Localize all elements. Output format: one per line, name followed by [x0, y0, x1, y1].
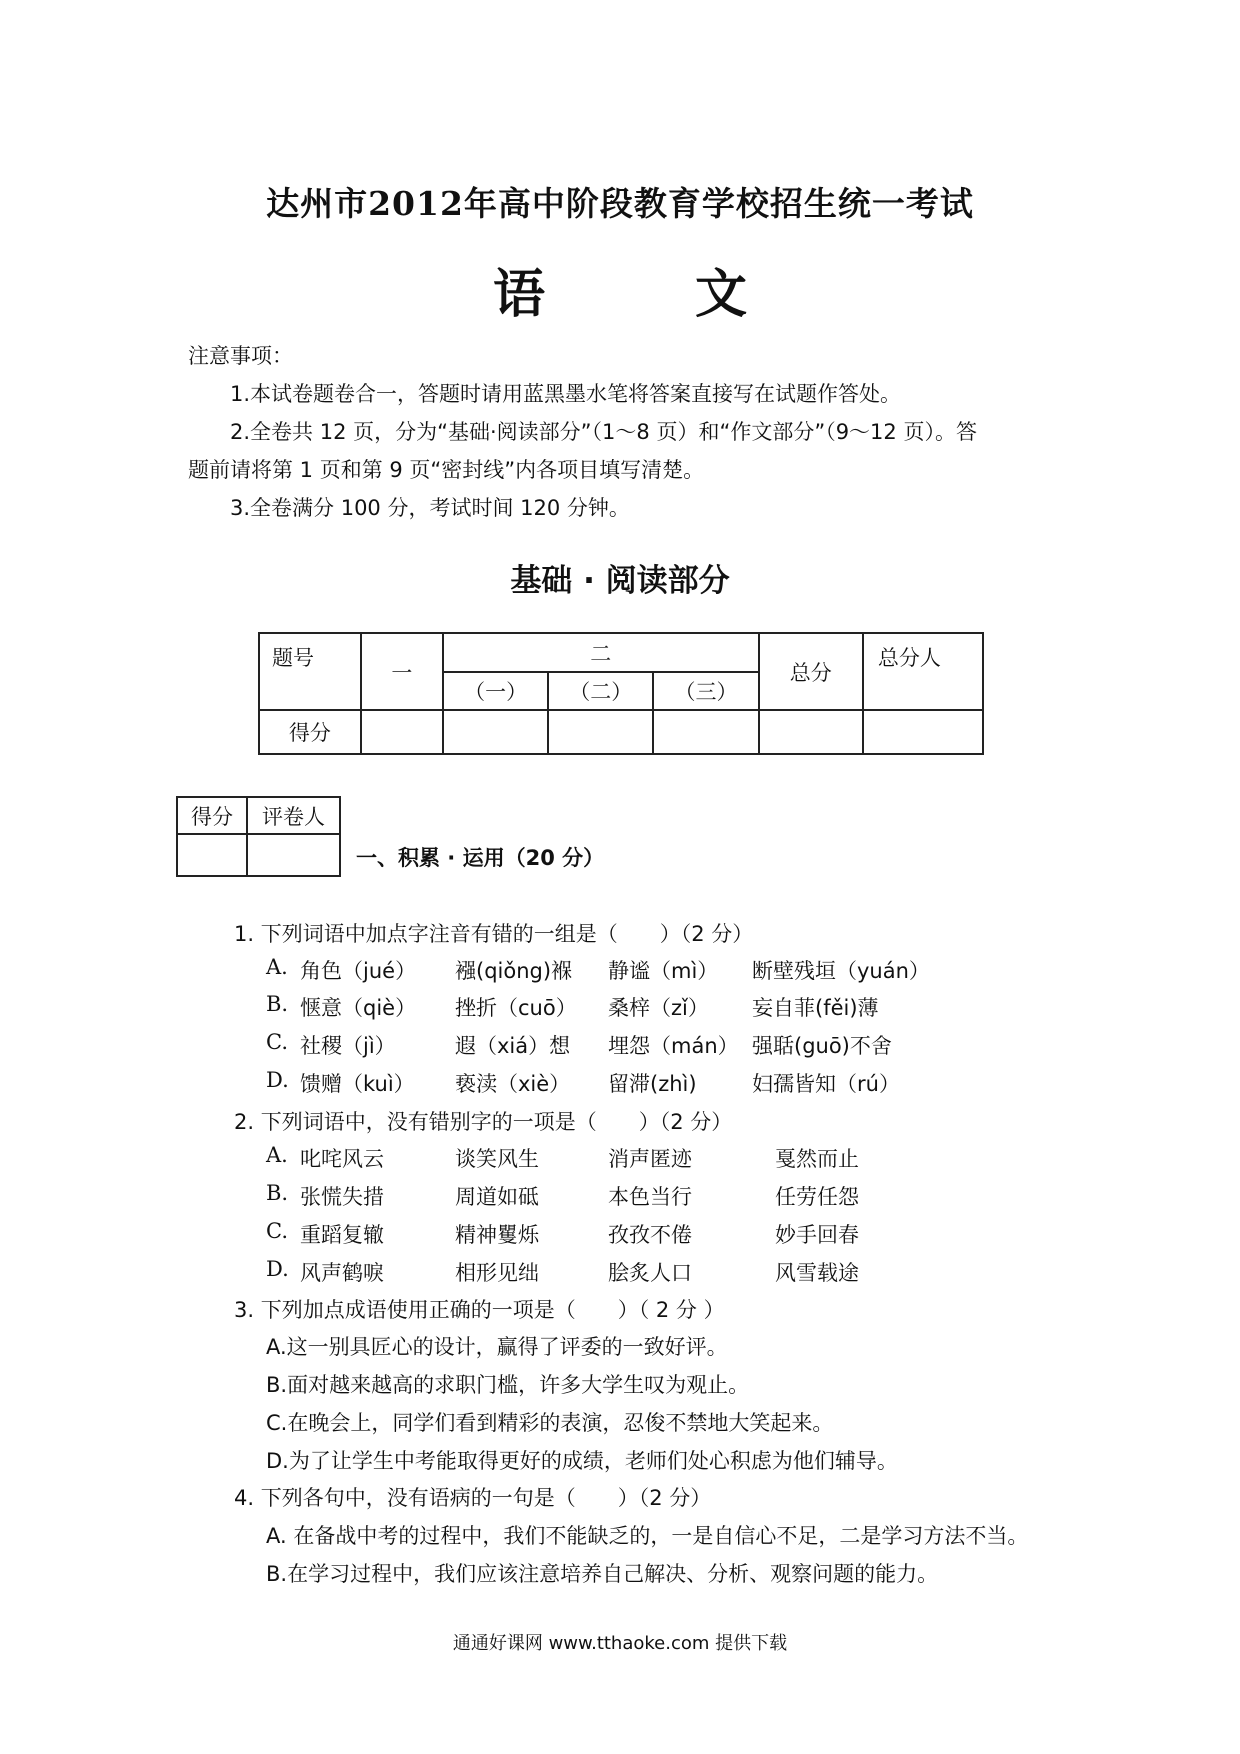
note-item-2-line-1: 2.全卷共 12 页，分为“基础·阅读部分”（1～8 页）和“作文部分”（9～12 页）。答	[230, 420, 977, 444]
q2-d-word-2: 相形见绌	[455, 1261, 539, 1285]
score-table-header-two: 二	[443, 633, 759, 672]
q1-d-word-2: 亵渎（xiè）	[455, 1072, 571, 1096]
score-cell	[863, 710, 983, 754]
subject-char-1: 语	[492, 264, 545, 325]
q1-d-word-4: 妇孺皆知（rú）	[752, 1072, 900, 1096]
q2-a-word-3: 消声匿迹	[608, 1147, 692, 1171]
note-item-1: 1.本试卷题卷合一，答题时请用蓝黑墨水笔将答案直接写在试题作答处。	[230, 382, 902, 406]
q1-option-label: B.	[266, 992, 289, 1016]
q1-b-word-3: 桑梓（zǐ）	[608, 996, 709, 1020]
score-cell	[759, 710, 863, 754]
q3-option-a: A.这一别具匠心的设计，赢得了评委的一致好评。	[266, 1335, 728, 1359]
q1-option-label: A.	[266, 955, 288, 979]
q3-stem: 3. 下列加点成语使用正确的一项是（ ）（ 2 分 ）	[234, 1298, 725, 1322]
page-footer: 通通好课网 www.tthaoke.com 提供下载	[452, 1633, 788, 1654]
score-cell	[361, 710, 443, 754]
score-table-header-sub2: （二）	[548, 672, 653, 710]
q2-option-label: B.	[266, 1181, 289, 1205]
note-item-2-line-2: 题前请将第 1 页和第 9 页“密封线”内各项目填写清楚。	[188, 458, 705, 482]
note-item-3: 3.全卷满分 100 分，考试时间 120 分钟。	[230, 496, 630, 520]
q2-d-word-4: 风雪载途	[775, 1261, 859, 1285]
score-cell	[443, 710, 548, 754]
q3-option-c: C.在晚会上，同学们看到精彩的表演，忍俊不禁地大笑起来。	[266, 1411, 834, 1435]
q1-c-word-2: 遐（xiá）想	[455, 1034, 571, 1058]
score-table-row-label: 得分	[259, 710, 361, 754]
q1-stem: 1. 下列词语中加点字注音有错的一组是（ ）（2 分）	[234, 922, 754, 946]
q2-a-word-2: 谈笑风生	[455, 1147, 539, 1171]
exam-title: 达州市2012年高中阶段教育学校招生统一考试	[266, 184, 974, 223]
part-title: 基础 · 阅读部分	[510, 563, 730, 599]
q1-d-word-1: 馈赠（kuì）	[300, 1072, 415, 1096]
q2-option-label: C.	[266, 1219, 288, 1243]
q1-a-word-4: 断壁残垣（yuán）	[752, 959, 930, 983]
q1-d-word-3: 留滞(zhì)	[608, 1072, 697, 1096]
q2-b-word-4: 任劳任怨	[775, 1185, 859, 1209]
q2-c-word-1: 重蹈复辙	[300, 1223, 384, 1247]
grader-table-score-label: 得分	[177, 797, 247, 834]
grader-cell	[247, 834, 340, 876]
q2-a-word-4: 戛然而止	[775, 1147, 859, 1171]
q2-c-word-2: 精神矍烁	[455, 1223, 539, 1247]
q1-a-word-3: 静谧（mì）	[608, 959, 719, 983]
q4-option-a: A. 在备战中考的过程中，我们不能缺乏的，一是自信心不足，二是学习方法不当。	[266, 1524, 1029, 1548]
section-1-title: 一、积累 · 运用（20 分）	[356, 846, 605, 870]
q1-c-word-3: 埋怨（mán）	[608, 1034, 739, 1058]
q3-option-b: B.面对越来越高的求职门槛，许多大学生叹为观止。	[266, 1373, 750, 1397]
q1-option-label: C.	[266, 1030, 288, 1054]
q1-option-label: D.	[266, 1068, 289, 1092]
grader-cell	[177, 834, 247, 876]
grader-table	[176, 796, 341, 877]
q2-stem: 2. 下列词语中，没有错别字的一项是（ ）（2 分）	[234, 1110, 733, 1134]
q2-option-label: D.	[266, 1257, 289, 1281]
grader-table-grader-label: 评卷人	[247, 797, 340, 834]
score-table-header-total: 总分	[759, 633, 863, 710]
q1-c-word-4: 强聒(guō)不舍	[752, 1034, 892, 1058]
q2-c-word-4: 妙手回春	[775, 1223, 859, 1247]
q4-stem: 4. 下列各句中，没有语病的一句是（ ）（2 分）	[234, 1486, 712, 1510]
q2-d-word-1: 风声鹤唳	[300, 1261, 384, 1285]
q1-c-word-1: 社稷（jì）	[300, 1034, 396, 1058]
q3-option-d: D.为了让学生中考能取得更好的成绩，老师们处心积虑为他们辅导。	[266, 1449, 898, 1473]
subject-title	[0, 252, 1240, 327]
q1-b-word-1: 惬意（qiè）	[300, 996, 417, 1020]
q2-a-word-1: 叱咤风云	[300, 1147, 384, 1171]
score-table	[258, 632, 984, 755]
q2-b-word-3: 本色当行	[608, 1185, 692, 1209]
score-cell	[653, 710, 758, 754]
score-cell	[548, 710, 653, 754]
score-table-header-tihao: 题号	[259, 633, 361, 710]
notes-heading: 注意事项：	[188, 344, 293, 368]
score-table-header-one: 一	[361, 633, 443, 710]
q1-b-word-2: 挫折（cuō）	[455, 996, 577, 1020]
q1-a-word-1: 角色（jué）	[300, 959, 417, 983]
q2-option-label: A.	[266, 1143, 288, 1167]
q2-b-word-1: 张慌失措	[300, 1185, 384, 1209]
q1-b-word-4: 妄自菲(fěi)薄	[752, 996, 879, 1020]
q1-a-word-2: 襁(qiǒng)褓	[455, 959, 573, 983]
score-table-header-scorer: 总分人	[863, 633, 983, 710]
q2-d-word-3: 脍炙人口	[608, 1261, 692, 1285]
q4-option-b: B.在学习过程中，我们应该注意培养自己解决、分析、观察问题的能力。	[266, 1562, 939, 1586]
score-table-header-sub3: （三）	[653, 672, 758, 710]
q2-c-word-3: 孜孜不倦	[608, 1223, 692, 1247]
q2-b-word-2: 周道如砥	[455, 1185, 539, 1209]
subject-char-2: 文	[695, 264, 748, 325]
score-table-header-sub1: （一）	[443, 672, 548, 710]
